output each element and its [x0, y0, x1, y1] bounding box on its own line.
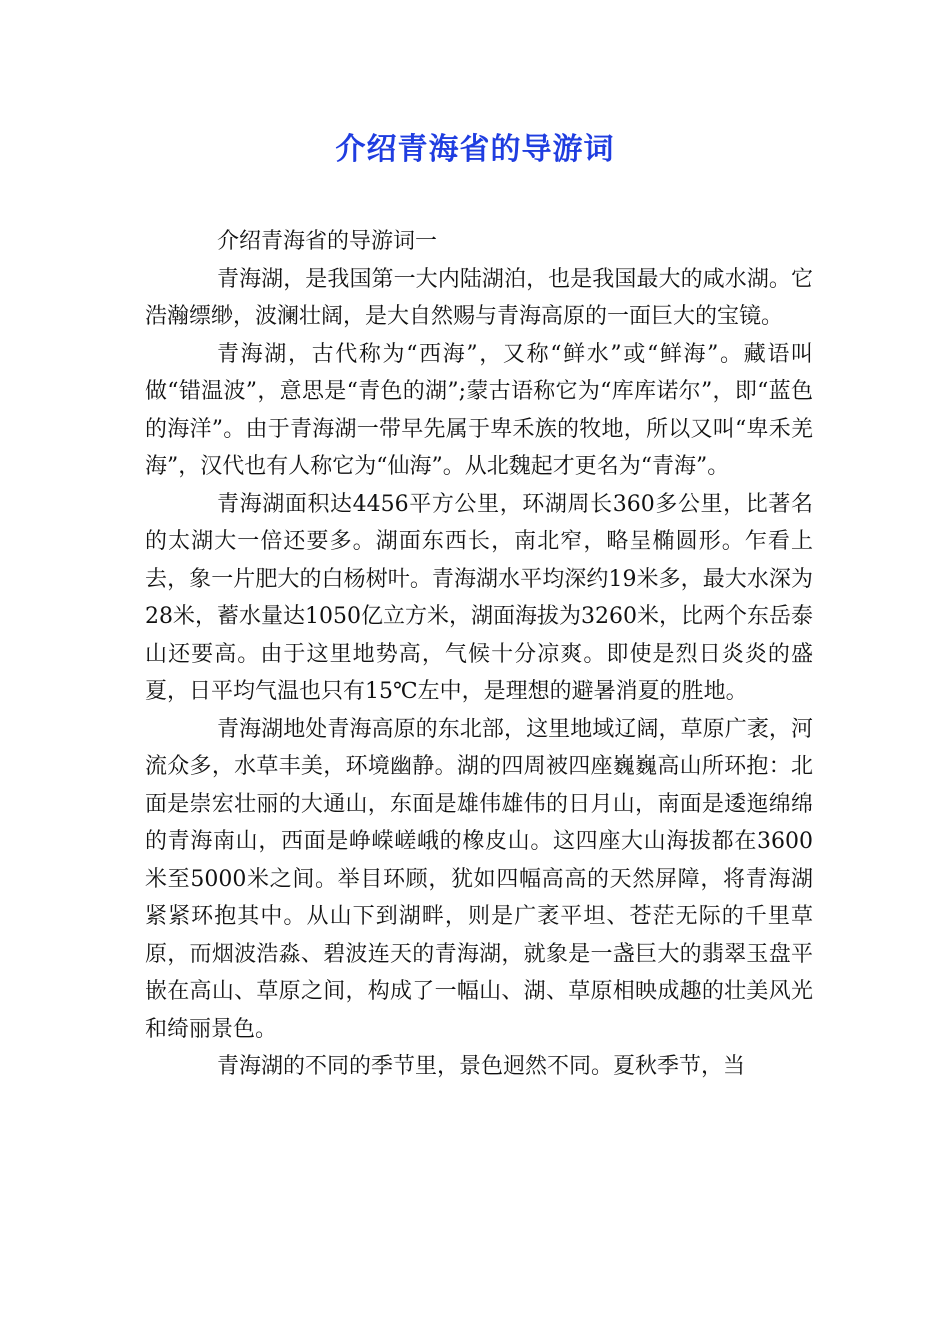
document-body	[145, 223, 813, 1086]
paragraph-3: 青海湖面积达4456平方公里，环湖周长360多公里，比著名的太湖大一倍还要多。湖面东西长，南北窄，略呈椭圆形。乍看上去，象一片肥大的白杨树叶。青海湖水平均深约19米多，最大水深为28米，蓄水量达1050亿立方米，湖面海拔为3260米，比两个东岳泰山还要高。由于这里地势高，气候十分凉爽。即使是烈日炎炎的盛夏，日平均气温也只有15℃左中，是理想的避暑消夏的胜地。	[145, 491, 813, 704]
paragraph-5: 青海湖的不同的季节里，景色迥然不同。夏秋季节，当	[217, 1054, 746, 1079]
section-heading: 介绍青海省的导游词一	[217, 229, 438, 254]
paragraph-4: 青海湖地处青海高原的东北部，这里地域辽阔，草原广袤，河流众多，水草丰美，环境幽静。湖的四周被四座巍巍高山所环抱：北面是崇宏壮丽的大通山，东面是雄伟雄伟的日月山，南面是逶迤绵绵的青海南山，西面是峥嵘嵯峨的橡皮山。这四座大山海拔都在3600米至5000米之间。举目环顾，犹如四幅高高的天然屏障，将青海湖紧紧环抱其中。从山下到湖畔，则是广袤平坦、苍茫无际的千里草原，而烟波浩淼、碧波连天的青海湖，就象是一盏巨大的翡翠玉盘平嵌在高山、草原之间，构成了一幅山、湖、草原相映成趣的壮美风光和绮丽景色。	[145, 716, 813, 1042]
document-title: 介绍青海省的导游词	[335, 132, 615, 167]
paragraph-2: 青海湖，古代称为“西海”，又称“鲜水”或“鲜海”。藏语叫做“错温波”，意思是“青色的湖”;蒙古语称它为“库库诺尔”，即“蓝色的海洋”。由于青海湖一带早先属于卑禾族的牧地，所以又叫“卑禾羌海”，汉代也有人称它为“仙海”。从北魏起才更名为“青海”。	[145, 341, 813, 479]
paragraph-1: 青海湖，是我国第一大内陆湖泊，也是我国最大的咸水湖。它浩瀚缥缈，波澜壮阔，是大自然赐与青海高原的一面巨大的宝镜。	[145, 266, 813, 329]
